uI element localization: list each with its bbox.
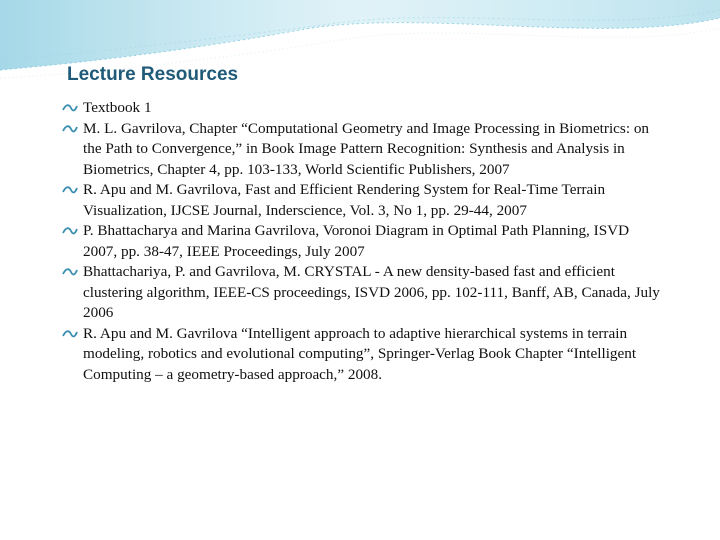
list-item [62,221,662,262]
list-item [62,180,662,221]
list-item-text: M. L. Gavrilova, Chapter “Computational Geometry and Image Processing in Biometrics: on the Path to Convergence,” in Book Image Pattern Recognition: Synthesis and Analysis in Biometrics, Chapter 4, pp. 103-133, World Scientific Publishers, 2007 [83,119,650,178]
wave-bullet-icon [62,185,78,195]
list-item [62,324,662,386]
wave-bullet-icon [62,226,78,236]
resource-list [62,98,662,385]
list-item-text: R. Apu and M. Gavrilova “Intelligent approach to adaptive hierarchical systems in terrain modeling, robotics and evolutional computing”, Springer-Verlag Book Chapter “Intelligent Computing – a geometry-based approach,” 2008. [83,324,637,383]
list-item-text: Textbook 1 [83,99,152,116]
wave-bullet-icon [62,329,78,339]
list-item-text: Bhattachariya, P. and Gavrilova, M. CRYSTAL - A new density-based fast and efficient clustering algorithm, IEEE-CS proceedings, ISVD 2006, pp. 102-111, Banff, AB, Canada, July 2006 [83,263,660,321]
list-item [62,262,662,324]
slide-title: Lecture Resources [67,64,239,85]
wave-bullet-icon [62,103,78,113]
wave-bullet-icon [62,124,78,134]
list-item-text: R. Apu and M. Gavrilova, Fast and Efficient Rendering System for Real-Time Terrain Visualization, IJCSE Journal, Inderscience, Vol. 3, No 1, pp. 29-44, 2007 [83,181,606,219]
wave-bullet-icon [62,267,78,277]
list-item [62,98,662,119]
list-item [62,119,662,181]
list-item-text: P. Bhattacharya and Marina Gavrilova, Voronoi Diagram in Optimal Path Planning, ISVD 2007, pp. 38-47, IEEE Proceedings, July 2007 [83,222,630,260]
